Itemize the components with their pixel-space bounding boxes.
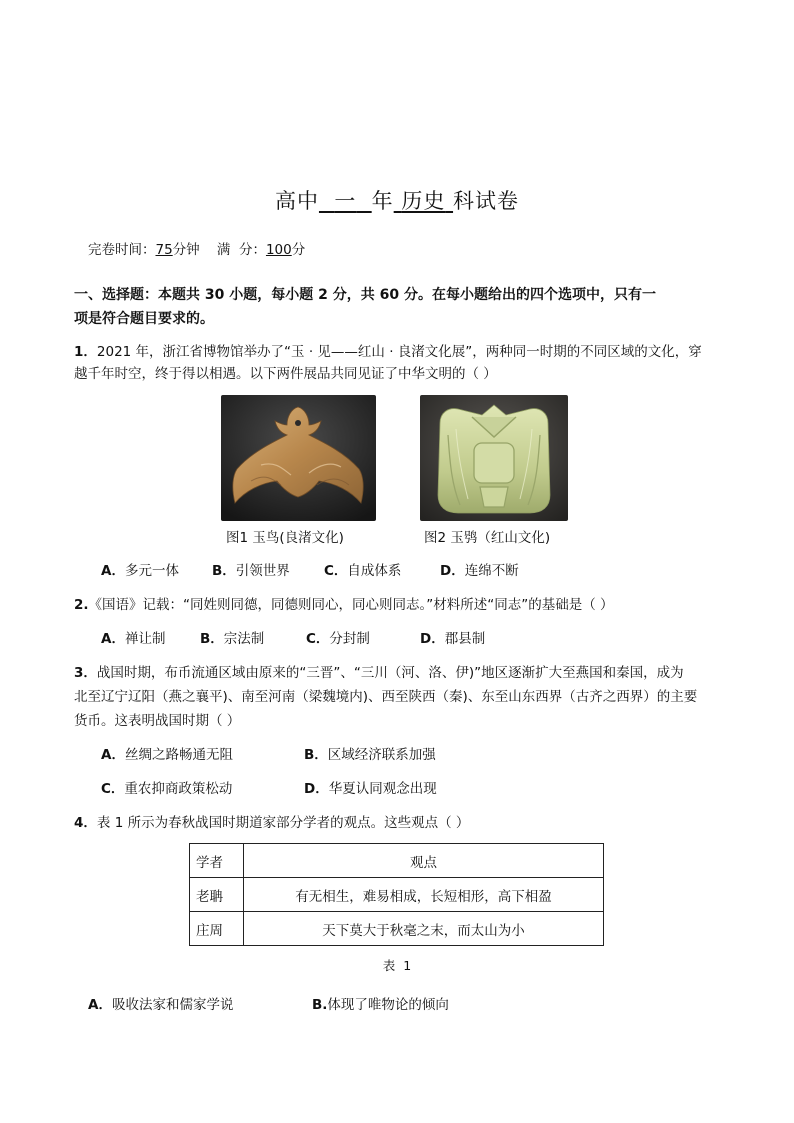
fig1-caption: 图1 玉鸟(良渚文化) [226, 530, 344, 546]
score-unit: 分 [291, 242, 306, 258]
q1-line2: 越千年时空，终于得以相遇。以下两件展品共同见证了中华文明的（ ） [74, 366, 497, 382]
q1-number: 1． [74, 344, 97, 360]
q3-number: 3． [74, 665, 97, 681]
q3-line2: 北至辽宁辽阳（燕之襄平)、南至河南（梁魏境内)、西至陕西（秦)、东至山东西界（古齐之西界）的主要 [74, 689, 698, 705]
table-cell-scholar: 庄周 [190, 912, 244, 946]
viewpoint-table [189, 843, 604, 946]
q3-option-b[interactable]: B．区域经济联系加强 [304, 747, 436, 763]
table-caption: 表 1 [382, 958, 412, 973]
q4-option-b[interactable]: B.体现了唯物论的倾向 [312, 997, 449, 1013]
q2-line1 [74, 593, 614, 613]
figure-jade-owl [420, 395, 568, 521]
q3-line1 [74, 661, 684, 681]
q1-option-b[interactable]: B．引领世界 [212, 563, 290, 579]
q4-text1: 表 1 所示为春秋战国时期道家部分学者的观点。这些观点（ ） [96, 815, 470, 831]
table-row [190, 912, 604, 946]
section-heading-line1: 一、选择题：本题共 30 小题，每小题 2 分，共 60 分。在每小题给出的四个选项中，只有一 [74, 287, 656, 303]
q2-option-c[interactable]: C．分封制 [306, 631, 370, 647]
q3-option-a[interactable]: A．丝绸之路畅通无阻 [101, 747, 233, 763]
exam-meta [88, 238, 305, 258]
time-label: 完卷时间： [88, 242, 156, 258]
score-label: 满 分： [216, 242, 266, 258]
q2-option-b[interactable]: B．宗法制 [200, 631, 265, 647]
q2-option-a[interactable]: A．禅让制 [101, 631, 166, 647]
q1-line1 [74, 340, 702, 360]
title-prefix: 高中 [274, 189, 319, 213]
q2-number: 2. [74, 597, 89, 613]
table-header-viewpoint: 观点 [244, 844, 604, 878]
q4-line1 [74, 811, 469, 831]
score-value: 100 [265, 242, 292, 258]
q3-option-c[interactable]: C．重农抑商政策松动 [101, 781, 233, 797]
q1-text1: 2021 年，浙江省博物馆举办了“玉 · 见——红山 · 良渚文化展”，两种同一时期的不同区域的文化，穿 [96, 344, 702, 360]
q1-option-a[interactable]: A．多元一体 [101, 563, 179, 579]
q3-option-d[interactable]: D．华夏认同观念出现 [304, 781, 437, 797]
table-cell-viewpoint: 有无相生，难易相成，长短相形，高下相盈 [244, 878, 604, 912]
q2-text1: 《国语》记载：“同姓则同德，同德则同心，同心则同志。”材料所述“同志”的基础是（ ） [88, 597, 614, 613]
title-grade: 一 [334, 189, 357, 213]
fig2-caption: 图2 玉鸮（红山文化) [424, 530, 551, 546]
q3-text1: 战国时期，布币流通区域由原来的“三晋”、“三川（河、洛、伊)”地区逐渐扩大至燕国和秦国，成为 [96, 665, 684, 681]
jade-owl-image [420, 395, 568, 521]
time-unit: 分钟 [172, 242, 200, 258]
q4-number: 4． [74, 815, 97, 831]
table-cell-scholar: 老聃 [190, 878, 244, 912]
jade-bird-image [221, 395, 376, 521]
q3-line3: 货币。这表明战国时期（ ） [74, 713, 241, 729]
time-value: 75 [155, 242, 173, 258]
figure-jade-bird [221, 395, 376, 521]
title-subject: 历史 [401, 189, 446, 213]
table-header-row [190, 844, 604, 878]
page-title [0, 185, 794, 215]
table-header-scholar: 学者 [190, 844, 244, 878]
q1-option-c[interactable]: C．自成体系 [324, 563, 402, 579]
q4-option-a[interactable]: A．吸收法家和儒家学说 [88, 997, 234, 1013]
title-suffix: 科试卷 [453, 189, 520, 213]
table-cell-viewpoint: 天下莫大于秋毫之末，而太山为小 [244, 912, 604, 946]
q1-option-d[interactable]: D．连绵不断 [440, 563, 519, 579]
title-year: 年 [371, 189, 394, 213]
table-row [190, 878, 604, 912]
q2-option-d[interactable]: D．郡县制 [420, 631, 486, 647]
section-heading-line2: 项是符合题目要求的。 [74, 311, 214, 327]
